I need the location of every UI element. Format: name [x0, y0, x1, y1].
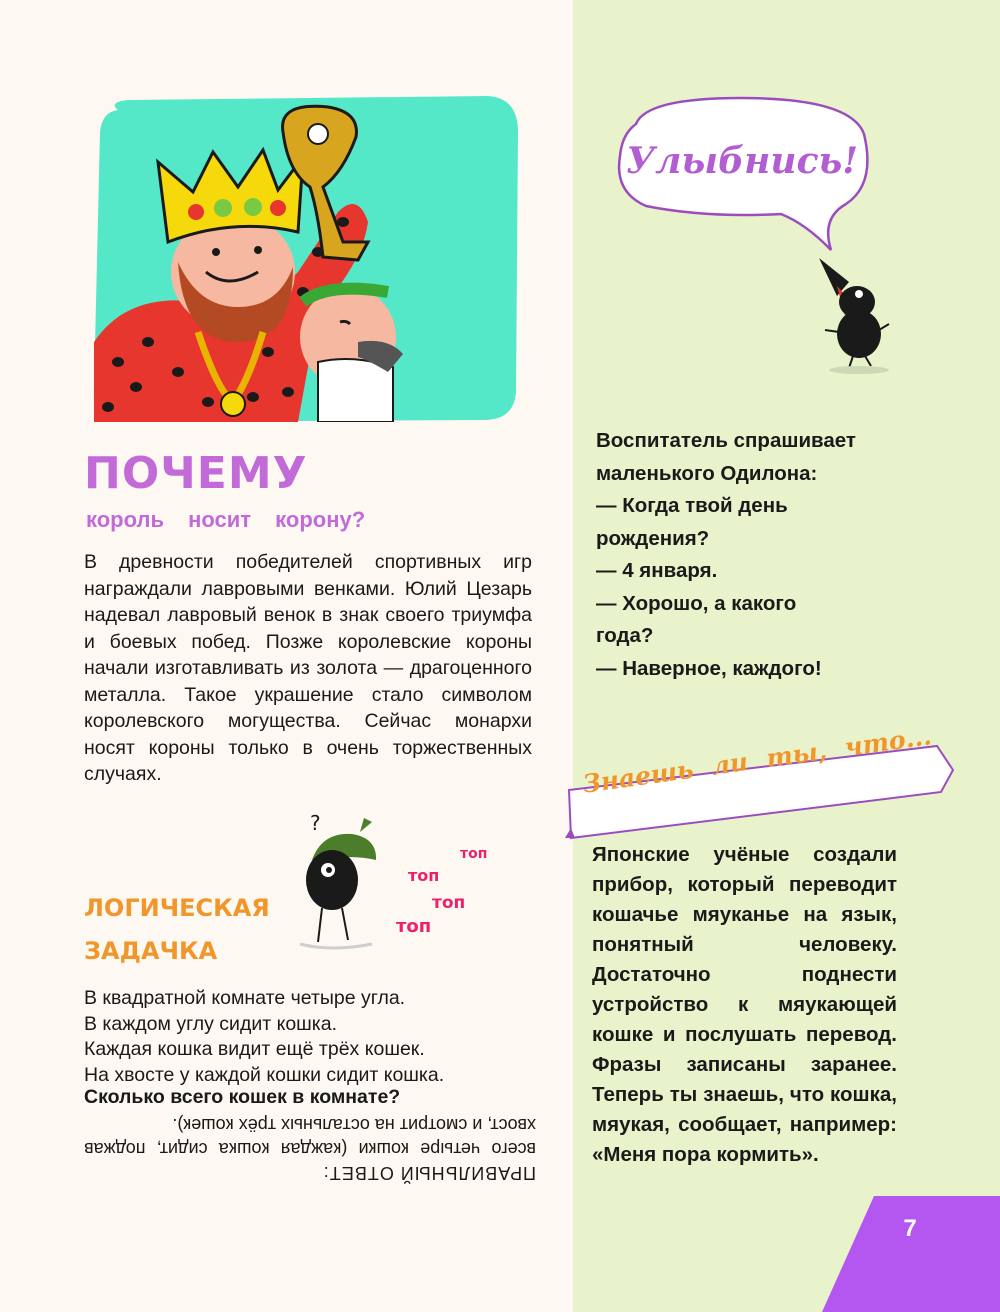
task-line: На хвосте у каждой кошки сидит кошка.: [84, 1063, 445, 1086]
upside-down-answer: [84, 1113, 536, 1185]
crow-laughing-illustration: [815, 246, 890, 376]
dialog-line: — 4 января.: [596, 559, 718, 582]
page-number-tab: [822, 1196, 1000, 1312]
task-line: В квадратной комнате четыре угла.: [84, 987, 406, 1009]
answer-text: всего четыре кошки (каждая кошка сидит, поджав хвост, и смотрит на остальных трёх кошек).: [84, 1115, 536, 1159]
dialog-line: — Когда твой день: [596, 494, 788, 517]
heading-why: ПОЧЕМУ: [84, 448, 308, 499]
dialog-line: рождения?: [596, 526, 710, 550]
sound-top-1: топ: [460, 846, 488, 862]
joke-dialog: [596, 425, 896, 685]
dialog-line: Воспитатель спрашивает: [596, 429, 856, 452]
dialog-line: — Наверное, каждого!: [596, 656, 822, 680]
sound-top-3: топ: [432, 893, 466, 913]
mole-thinking-illustration: [292, 810, 382, 952]
task-lines: [84, 986, 444, 1088]
speech-text: Улыбнись!: [625, 140, 859, 182]
dialog-line: года?: [596, 624, 654, 647]
heading-task: ЗАДАЧКА: [84, 937, 218, 965]
dialog-line: маленького Одилона:: [596, 461, 818, 485]
sound-top-4: топ: [396, 916, 432, 937]
did-you-know-text: Знаешь ли ты, что...: [580, 721, 934, 799]
question-mark: ?: [310, 811, 321, 835]
task-line: Каждая кошка видит ещё трёх кошек.: [84, 1038, 425, 1060]
sound-top-2: топ: [408, 866, 440, 885]
task-line: В каждом углу сидит кошка.: [84, 1012, 338, 1035]
task-question: Сколько всего кошек в комнате?: [84, 1086, 401, 1108]
crown-paragraph: В древности победителей спортивных игр награждали лавровыми венками. Юлий Цезарь надевал лавровый венок в знак своего триумфа и боевых побед. Позже королевские короны начали изготавливать из золота — драгоценного металла. Такое украшение стало символом королевского могущества. Сейчас монархи носят короны только в очень торжественных случаях.: [84, 551, 532, 785]
heading-logic: ЛОГИЧЕСКАЯ: [84, 894, 270, 922]
answer-label: ПРАВИЛЬНЫЙ ОТВЕТ:: [322, 1163, 536, 1183]
page-number: 7: [903, 1215, 917, 1242]
fact-paragraph: Японские учёные создали прибор, который переводит кошачье мяуканье на язык, понятный человеку. Достаточно поднести устройство к мяукающей кошке и послушать перевод. Фразы записаны заранее. Теперь ты знаешь, что кошка, мяукая, сообщает, например: «Меня пора кормить».: [592, 843, 897, 1166]
king-trophy-illustration: [88, 92, 520, 422]
heading-crown-question: король носит корону?: [86, 507, 366, 532]
dialog-line: — Хорошо, а какого: [596, 591, 797, 615]
